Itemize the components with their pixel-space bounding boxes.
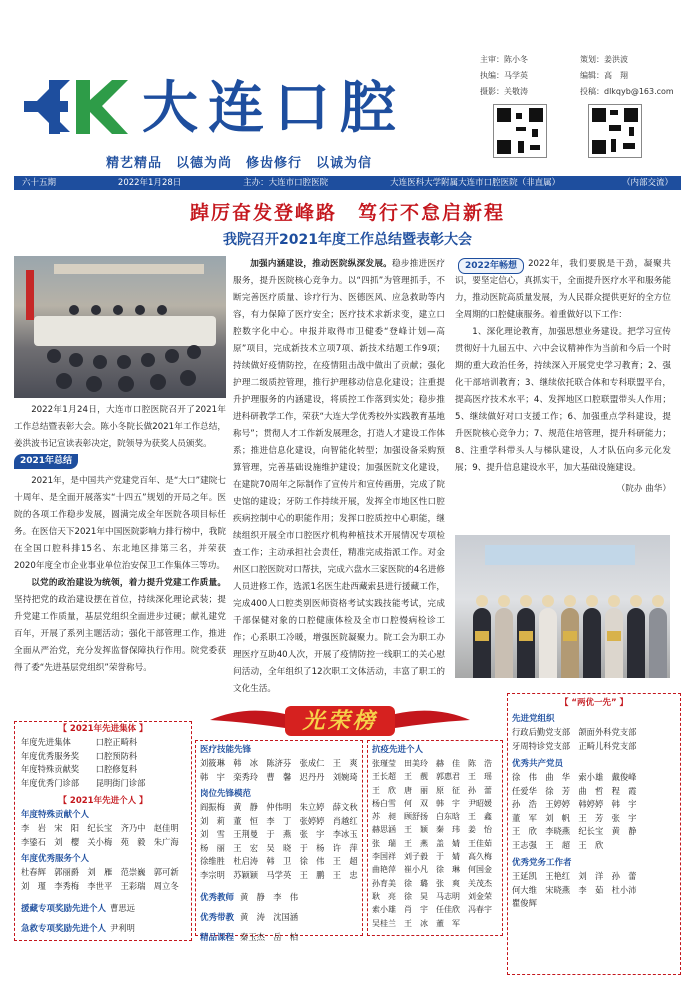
advanced-individuals-title: 【 2021年先进个人 】 bbox=[58, 796, 148, 806]
qr-code-website bbox=[588, 104, 642, 158]
award-photo bbox=[455, 535, 670, 678]
outlook-signature: （院办 曲华） bbox=[616, 484, 671, 494]
sub-headline: 我院召开2021年度工作总结暨表彰大会 bbox=[223, 232, 472, 248]
issue-date: 2022年1月28日 bbox=[117, 178, 182, 188]
newspaper-title: 大连口腔 bbox=[142, 75, 406, 141]
qr-code-wechat bbox=[493, 104, 547, 158]
credit-executive-editor: 执编：马学英 bbox=[480, 71, 528, 80]
advanced-party-org-heading: 先进党组织 bbox=[512, 714, 555, 724]
credit-photographer: 摄影：关敬涛 bbox=[480, 87, 528, 96]
honor-box-anti-epidemic bbox=[367, 740, 503, 936]
main-headline: 踔厉奋发登峰路 笃行不怠启新程 bbox=[189, 202, 505, 224]
issue-number: 六十五期 bbox=[22, 178, 57, 188]
outlook-text: 2022年，我们要脱是干劲，凝聚共识，要坚定信心，真抓实干，全面提升医疗水平和服务能力，推动医院高质量发展，为人民群众提供更好的全方位全周期的口腔健康服务。着重做好以下工作： 1、深化理论教育，加强思想业务建设。把学习宣传贯彻好十九届五中、六中会议精神作为当前和今后一个时期的重大政治任务，持续深入开展党史学习教育；2、强化干部培训教育；3、继续依托联合体和专科联盟平台，提高医疗技术水平；4、发挥地区口腔联盟带头人作用；5、继续做好对口支援工作；6、加强重点学科建设，提升医院核心竞争力；7、规范住培管理，提升科研能力；8、注重学科带头人与梯队建设，人才队伍向多元化发展；9、提升信息建设水平，加大基础设施建设。 （院办 曲华） bbox=[455, 256, 671, 498]
credit-editor: 编辑：高 翔 bbox=[580, 71, 628, 80]
hospital-logo bbox=[22, 72, 140, 142]
section-tag-2021-summary: 2021年总结 bbox=[14, 454, 78, 469]
medical-skill-names: 刘筱琳 韩 冰 陈济芬 张成仁 王 爽 韩 宇 栾秀玲 曹 馨 迟丹丹 刘婉琦 bbox=[200, 758, 358, 782]
excellent-service-heading: 年度优秀服务个人 bbox=[21, 854, 90, 864]
party-worker-heading: 优秀党务工作者 bbox=[512, 858, 572, 868]
section-tag-2022-outlook: 2022年畅想 bbox=[458, 258, 524, 274]
two-excellence-title: 【 “两优一先” 】 bbox=[559, 698, 629, 708]
intro-paragraph: 2022年1月24日，大连市口腔医院召开了2021年工作总结暨表彰大会。陈小冬院长做2021年工作总结，姜洪波书记宣读表彰决定，院领导为获奖人员颁奖。 bbox=[14, 405, 226, 449]
first-aid-award: 急救专项奖励先进个人 尹利明 bbox=[21, 923, 135, 934]
excellent-teacher-row: 优秀教师 黄 静 李 伟 bbox=[200, 892, 299, 903]
honor-roll-banner bbox=[205, 700, 475, 740]
tibet-aid-award: 援藏专项奖励先进个人 曹思远 bbox=[21, 903, 135, 914]
honor-box-middle bbox=[195, 740, 363, 943]
special-contribution-heading: 年度特殊贡献个人 bbox=[21, 810, 90, 820]
issue-info-bar bbox=[14, 176, 681, 190]
excellent-party-member-heading: 优秀共产党员 bbox=[512, 759, 564, 769]
quality-course-row: 精品课程 秦玉杰 岳 柏 bbox=[200, 932, 299, 943]
credit-reviewer: 主审：陈小冬 bbox=[480, 55, 528, 64]
meeting-photo bbox=[14, 256, 226, 398]
advanced-collectives-title: 【 2021年先进集体 】 bbox=[58, 724, 148, 734]
party-worker-names: 王延凯 王艳红 刘 洋 孙 蕾 何大维 宋晓燕 李 茹 杜小沛 瞿俊辉 bbox=[512, 871, 637, 908]
excellent-party-member-names: 徐 伟 曲 华 索小雄 戴俊峰 任爱华 徐 芳 曲 哲 程 霞 孙 浩 王婷婷 韩婷婷 韩 宇 董 军 刘 帆 王 芳 张 宇 王 欣 李晓燕 纪长宝 黄 静 王志强 王 超 王 欣 bbox=[512, 772, 637, 850]
circulation-note: （内部交流） bbox=[621, 178, 673, 188]
medical-skill-heading: 医疗技能先锋 bbox=[200, 745, 252, 755]
publisher: 主办：大连市口腔医院 bbox=[243, 178, 329, 188]
honor-box-right bbox=[507, 693, 681, 975]
post-model-names: 阎振梅 黄 静 仲伟明 朱立婷 薛文秋 刘 莉 董 恒 李 丁 张婷婷 肖越红 刘 雪 王荆曼 于 燕 张 宇 李冰玉 杨 丽 王 宏 吴 晓 于 杨 许 萍 徐维胜 杜启涛 韩 卫 徐 伟 王 超 李宗明 苏颖颖 马学英 王 鹏 王 忠 bbox=[200, 802, 358, 880]
middle-column-text: 加强内涵建设，推动医院纵深发展。稳步推进医疗服务，提升医院核心竞争力。以“四抓”为管理抓手，不断完善医疗质量、诊疗行为、医德医风、应急救助等内容，有力保障了医疗安全；医疗技术求新求变，建立口腔数字化中心。申报并取得市卫健委“登峰计划—高原”项目，完成新技术立项7项、新技术结题工作9项；持续做好疫情防控，在疫情阻击战中做出了贡献；强化护理二级质控管理，推行护理移动信息化建设；注重提升护理服务的内涵建设，将质控工作落到实处；稳步推进科研教学工作，荣获“大连大学优秀校外实践教育基地称号”；贯彻人才工作新发展理念，打造人才建设工作体系；推进信息化建设，向智能化转型；加强设备采购预算管理，完善基础设施维护建设；加强医院文化建设，在建院70周年之际制作了宣传片和宣传画册，完成了院史馆的建设；牙防工作持续开展，发挥全市地区性口腔疾病控制中心的职能作用；发挥口腔质控中心职能，继续组织开展全市口腔医疗机构种植技术开展情况专项检查工作；主动承担社会责任，精准完成指派工作。对金州区口腔医院对口帮扶，完成六盘水三家医院的4名进修人员进修工作，选派1名医生赴西藏索县进行援藏工作，完成400人口腔类别医师资格考试实践技能考试，完成千部保健对象的口腔健康体检及全市口腔慢病检诊工作；心系职工冷暖，增强医院凝聚力。院工会为职工办理医疗互助40人次，开展了疫情防控一线职工的关心慰问活动，全年组织了12次职工文体活动，丰富了职工的文化生活。 bbox=[233, 259, 445, 694]
summary-lead: 以党的政治建设为统领，着力提升党建工作质量。 bbox=[31, 578, 226, 588]
summary-text: 2021年，是中国共产党建党百年、是“大口”建院七十周年、是全面开展落实“十四五”规划的开局之年。医院的各项工作稳步发展，圆满完成全年医院各项目标任务。在医信天下2021年中国医院影响力排行榜中，我院在全国口腔科排15名、东北地区排第三名，并荣获2020年度全市企业事业单位治安保卫工作集体三等功。 以党的政治建设为统领，着力提升党建工作质量。坚持把党的政治建设摆在首位，持续深化理论武装；提升党建工作质量，基层党组织全面进步过硬；献礼建党百年，开展了系列主题活动；强化干部管理工作，推进全面从严治党，充分发挥监督保障执行作用。院党委获得了委“先进基层党组织”荣誉称号。 bbox=[14, 476, 226, 673]
post-model-heading: 岗位先锋模范 bbox=[200, 789, 252, 799]
credit-submission-email: 投稿：dlkqyb@163.com bbox=[580, 87, 674, 96]
honor-box-left bbox=[14, 721, 192, 941]
credit-planner: 策划：姜洪波 bbox=[580, 55, 628, 64]
advanced-party-org-list: 行政后勤党支部 颌面外科党支部 牙周特诊党支部 正畸儿科党支部 bbox=[512, 727, 637, 751]
excellent-service-names: 杜春辉 郭丽爵 刘 雁 范崇巍 郭可新 刘 瑾 李秀梅 李世平 王彩瑞 周立冬 bbox=[21, 867, 179, 891]
anti-epidemic-heading: 抗疫先进个人 bbox=[372, 745, 424, 755]
editorial-credits bbox=[480, 52, 680, 100]
advanced-collectives-list: 年度先进集体 口腔正畸科 年度优秀服务奖 口腔预防科 年度特殊贡献奖 口腔修复科 年度优秀门诊部 昆明街门诊部 bbox=[21, 737, 146, 788]
anti-epidemic-names: 张瑾莹 田美玲 赫 佳 陈 浩 王长超 王 靓 郭惠君 王 瑶 王 欣 唐 丽 原 征 孙 蕾 杨白雪 何 双 韩 宇 尹昭媛 苏 昶 顾舒扬 白东晗 王 鑫 赫思涵 王 颖 秦 玮 姜 怡 张 瑞 王 燕 盖 婧 王佳茹 李国祥 刘子毅 于 婧 高久梅 曲艳萍 崔小凡 徐 琳 何国金 孙育美 徐 璐 张 爽 关茂杰 耿 亮 徐 昊 马志明 刘金荣 索小雄 肖 宇 任佳欣 冯春宇 吴桂兰 王 冰 董 军 bbox=[372, 759, 492, 928]
excellent-mentor-row: 优秀带教 黄 涛 沈国涵 bbox=[200, 912, 299, 923]
slogan: 精艺精品 以德为尚 修齿修行 以诚为信 bbox=[106, 156, 373, 171]
affiliation: 大连医科大学附属大连市口腔医院（非直属） bbox=[390, 178, 561, 188]
middle-lead: 加强内涵建设，推动医院纵深发展。 bbox=[250, 259, 393, 269]
special-contribution-names: 李 岩 宋 阳 纪长宝 齐乃中 赵佳明 李鋈石 刘 樱 关小梅 苑 毅 朱广海 bbox=[21, 823, 179, 847]
honor-roll-title: 光荣榜 bbox=[302, 708, 378, 734]
